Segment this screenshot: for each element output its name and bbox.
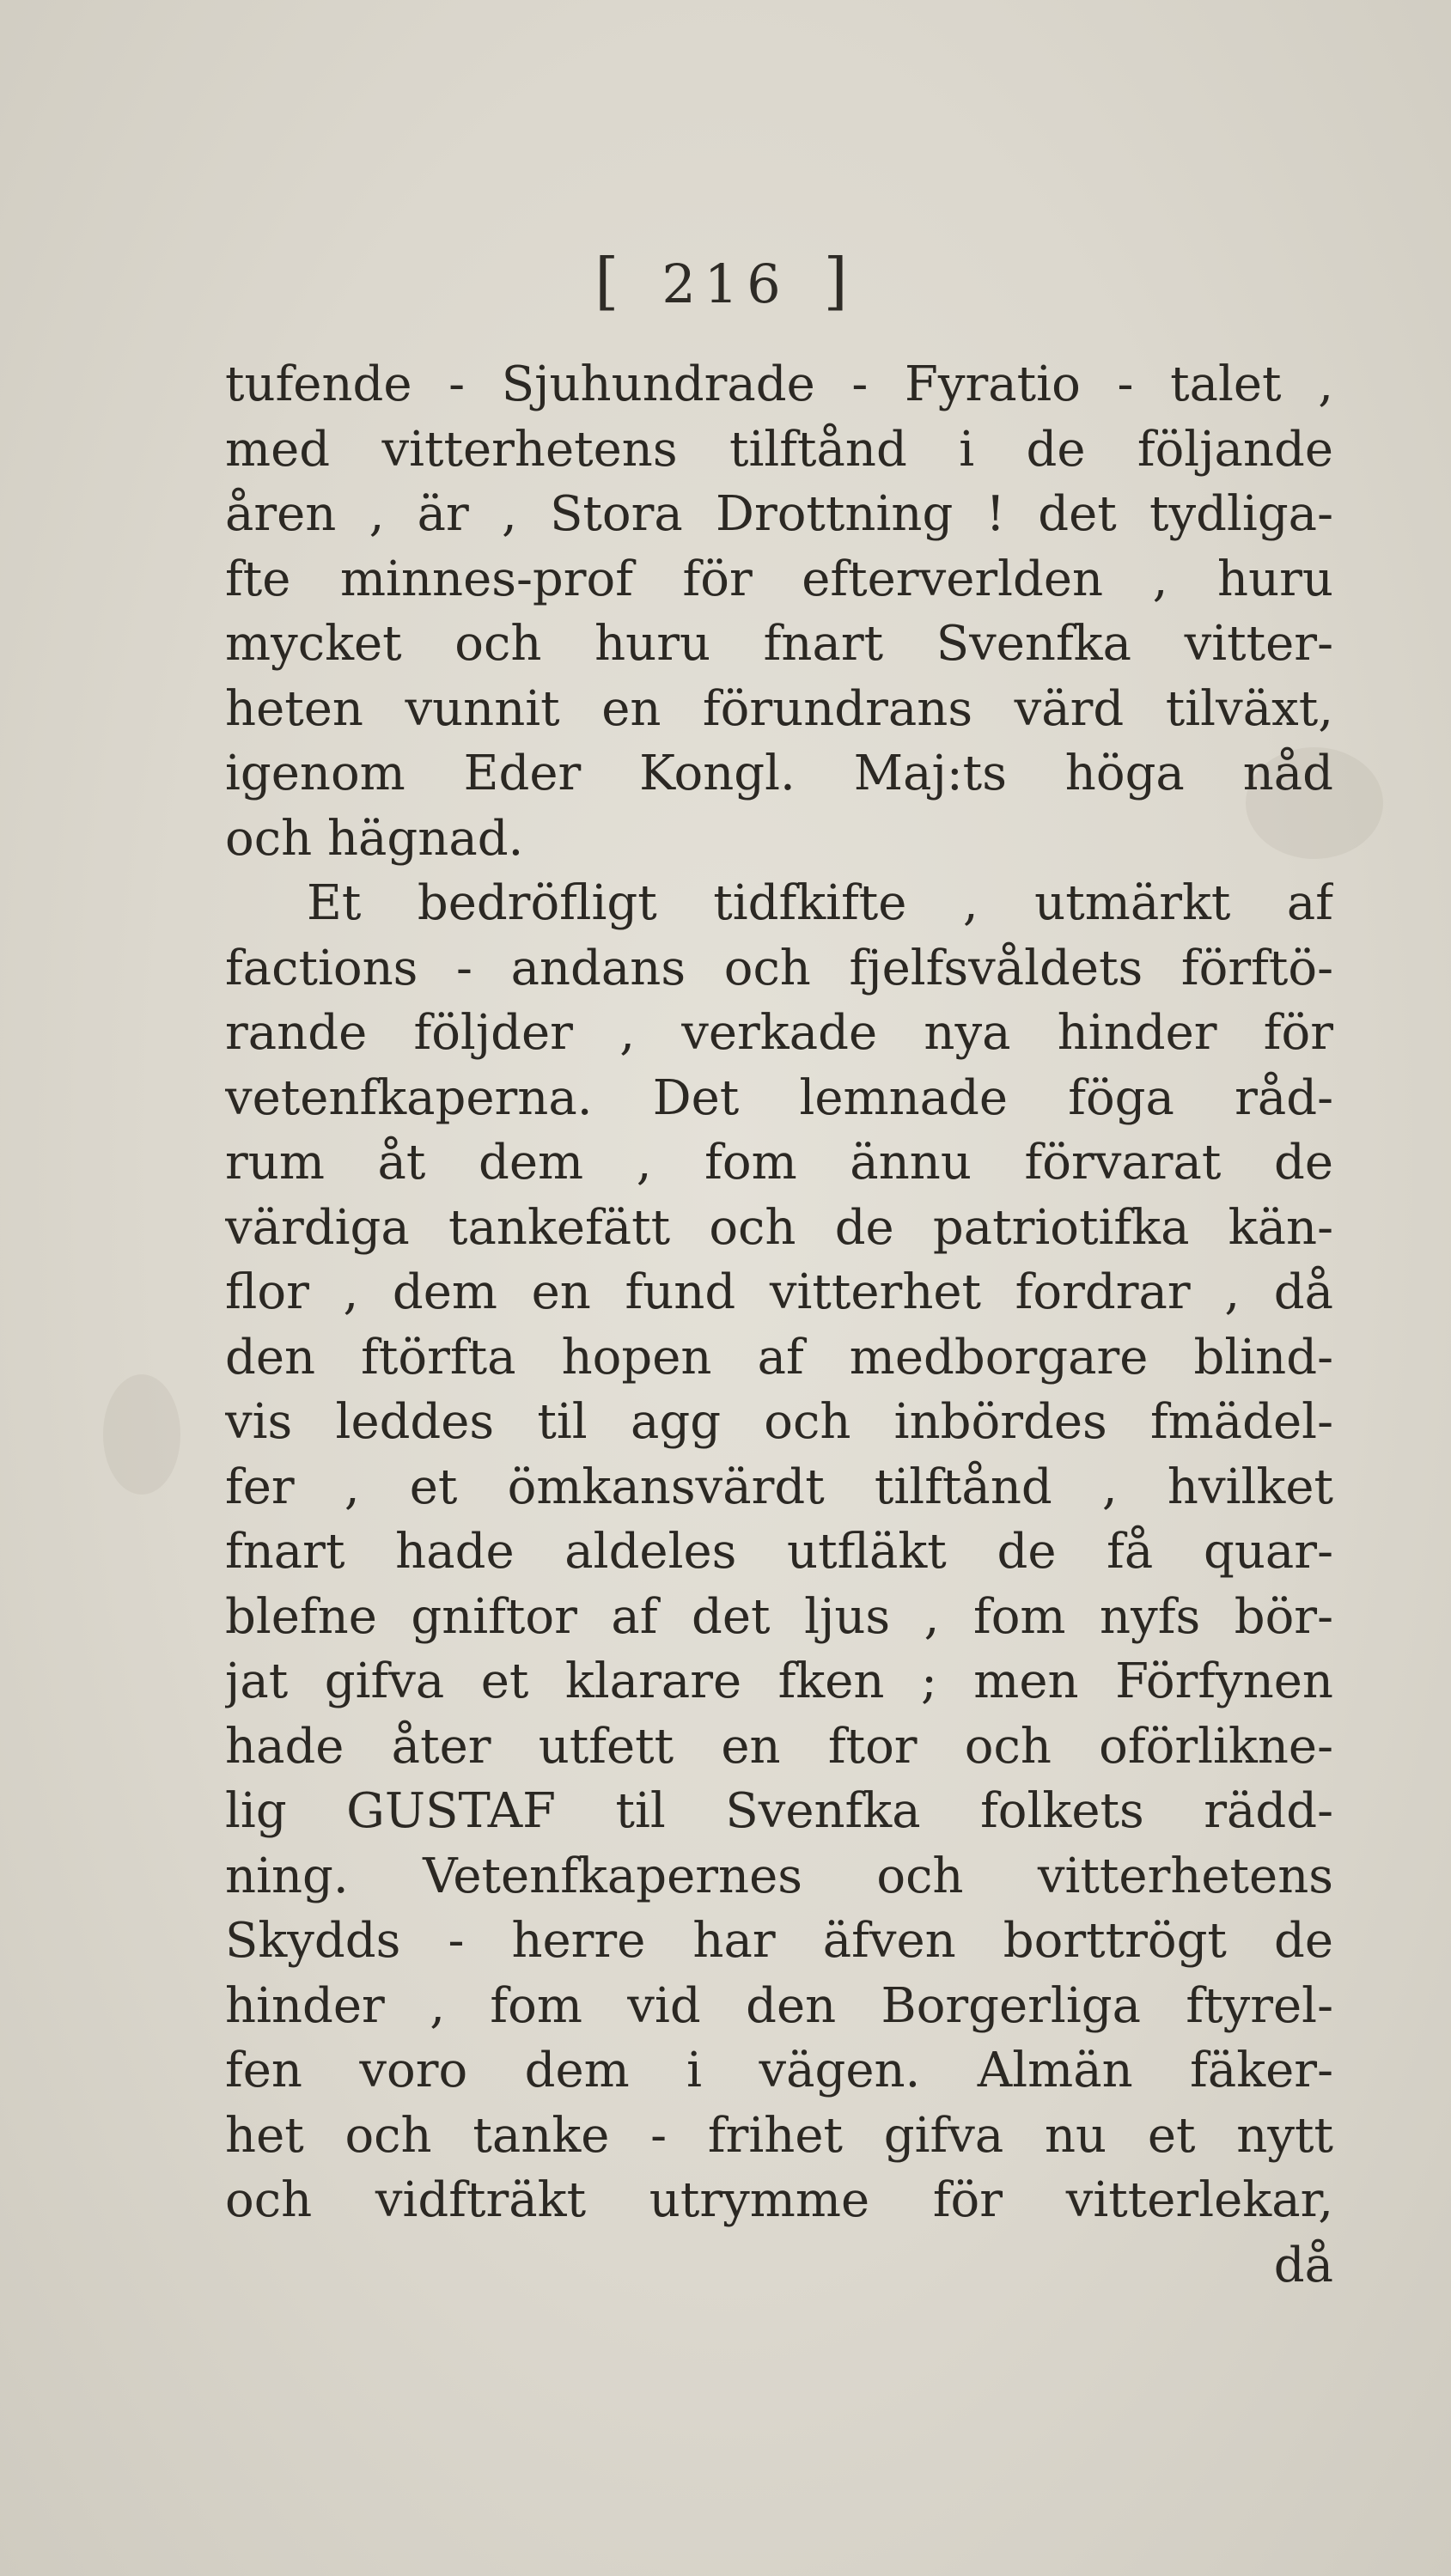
text-line: rum åt dem , fom ännu förvarat de [225,1135,1333,1191]
text-line: igenom Eder Kongl. Maj:ts höga nåd [225,746,1333,801]
text-line: flor , dem en fund vitterhet fordrar , då [225,1264,1333,1320]
text-line: och vidfträkt utrymme för vitterlekar, [225,2172,1333,2228]
text-line: jat gifva et klarare fken ; men Förfynen [225,1653,1333,1709]
text-line: den ftörfta hopen af medborgare blind- [225,1329,1333,1385]
text-line: Skydds - herre har äfven borttrögt de [225,1913,1333,1969]
text-line: fte minnes-prof för efterverlden , huru [225,551,1333,607]
text-line: tufende - Sjuhundrade - Fyratio - talet , [225,356,1333,412]
text-line: blefne gniftor af det ljus , fom nyfs bör- [225,1588,1333,1645]
page-number: 216 [661,253,790,315]
text-line: heten vunnit en förundrans värd tilväxt, [225,680,1333,737]
text-line: fnart hade aldeles utfläkt de få quar- [225,1524,1333,1580]
text-line: fen voro dem i vägen. Almän fäker- [225,2043,1333,2098]
text-line: värdiga tankefätt och de patriotifka kän- [225,1199,1333,1256]
text-line: het och tanke - frihet gifva nu et nytt [225,2107,1333,2164]
paper-stain [103,1374,180,1495]
text-line: vis leddes til agg och inbördes fmädel- [225,1394,1333,1450]
text-line: ning. Vetenfkapernes och vitterhetens [225,1848,1333,1904]
text-line: vetenfkaperna. Det lemnade föga råd- [225,1069,1333,1126]
text-line: hinder , fom vid den Borgerliga ftyrel- [225,1977,1333,2034]
bracket-open: [ [594,245,628,317]
text-line: factions - andans och fjelfsvåldets förftö- [225,940,1333,996]
text-line: fer , et ömkansvärdt tilftånd , hvilket [225,1459,1333,1515]
catchword: då [1273,2237,1333,2293]
text-line: med vitterhetens tilftånd i de följande [225,421,1333,478]
text-line: åren , är , Stora Drottning ! det tydliga- [225,486,1333,542]
text-line: mycket och huru fnart Svenfka vitter- [225,616,1333,672]
text-line: rande följder , verkade nya hinder för [225,1005,1333,1061]
bracket-close: ] [823,245,857,317]
page-number-header [0,245,1451,317]
text-line: lig GUSTAF til Svenfka folkets rädd- [225,1783,1333,1839]
body-text [225,352,1333,2298]
text-line: hade åter utfett en ftor och oförlikne- [225,1718,1333,1775]
text-line: och hägnad. [225,810,524,867]
text-line: Et bedröfligt tidfkifte , utmärkt af [307,875,1333,931]
